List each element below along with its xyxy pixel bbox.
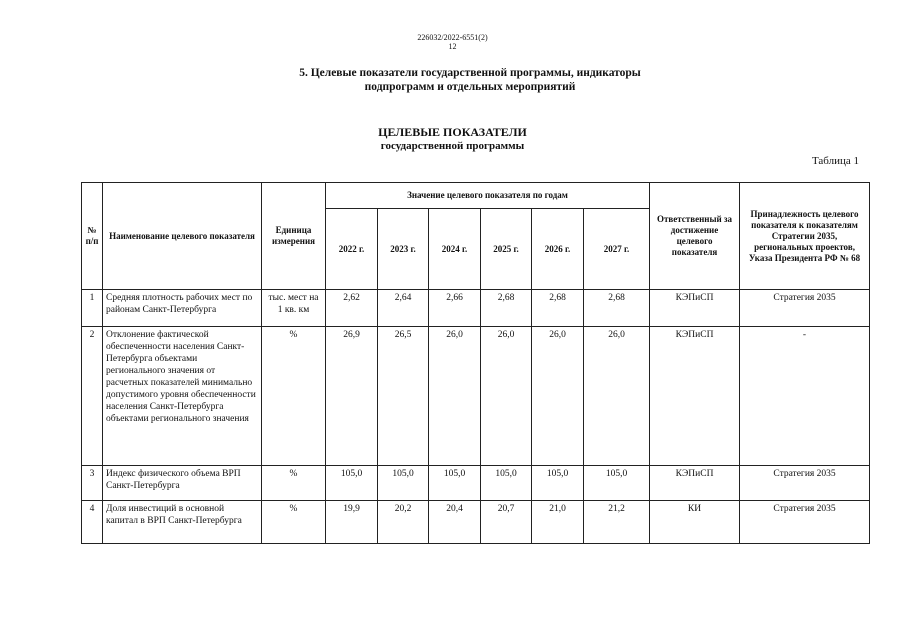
table-row xyxy=(82,327,870,466)
cell-value: 26,0 xyxy=(532,327,584,466)
cell-unit: % xyxy=(262,327,326,466)
cell-value: 20,2 xyxy=(378,501,429,544)
cell-belonging: - xyxy=(740,327,870,466)
cell-value: 2,64 xyxy=(378,290,429,327)
cell-value: 26,0 xyxy=(584,327,650,466)
header-year: 2025 г. xyxy=(481,209,532,290)
cell-value: 2,68 xyxy=(532,290,584,327)
cell-unit: тыс. мест на 1 кв. км xyxy=(262,290,326,327)
cell-name: Индекс физического объема ВРП Санкт-Петербурга xyxy=(103,466,262,501)
header-no: № п/п xyxy=(82,183,103,290)
table-row xyxy=(82,466,870,501)
cell-value: 105,0 xyxy=(429,466,481,501)
cell-value: 2,66 xyxy=(429,290,481,327)
header-responsible: Ответственный за достижение целевого показателя xyxy=(650,183,740,290)
cell-responsible: КЭПиСП xyxy=(650,466,740,501)
header-year: 2022 г. xyxy=(326,209,378,290)
cell-value: 105,0 xyxy=(584,466,650,501)
indicators-table xyxy=(81,182,870,544)
cell-value: 2,62 xyxy=(326,290,378,327)
cell-belonging: Стратегия 2035 xyxy=(740,290,870,327)
cell-value: 105,0 xyxy=(481,466,532,501)
header-year: 2024 г. xyxy=(429,209,481,290)
cell-value: 20,4 xyxy=(429,501,481,544)
cell-value: 26,0 xyxy=(481,327,532,466)
cell-name: Доля инвестиций в основной капитал в ВРП Санкт-Петербурга xyxy=(103,501,262,544)
cell-no: 4 xyxy=(82,501,103,544)
header-values-group: Значение целевого показателя по годам xyxy=(326,183,650,209)
cell-responsible: КЭПиСП xyxy=(650,290,740,327)
document-number: 226032/2022-6551(2) xyxy=(417,33,488,42)
cell-value: 21,0 xyxy=(532,501,584,544)
cell-value: 2,68 xyxy=(584,290,650,327)
table-header-row xyxy=(82,183,870,209)
header-year: 2027 г. xyxy=(584,209,650,290)
cell-name: Отклонение фактической обеспеченности населения Санкт-Петербурга объектами регионального значения от расчетных показателей минимально допустимого уровня обеспеченности населения Санкт-Петербурга объектами регионального значения xyxy=(103,327,262,466)
cell-no: 3 xyxy=(82,466,103,501)
table-row xyxy=(82,290,870,327)
cell-value: 26,0 xyxy=(429,327,481,466)
cell-no: 1 xyxy=(82,290,103,327)
cell-value: 21,2 xyxy=(584,501,650,544)
cell-value: 26,9 xyxy=(326,327,378,466)
cell-value: 19,9 xyxy=(326,501,378,544)
header-belonging: Принадлежность целевого показателя к показателям Стратегии 2035, региональных проектов, Указа Президента РФ № 68 xyxy=(740,183,870,290)
cell-belonging: Стратегия 2035 xyxy=(740,466,870,501)
table-label: Таблица 1 xyxy=(811,155,859,167)
cell-value: 2,68 xyxy=(481,290,532,327)
cell-belonging: Стратегия 2035 xyxy=(740,501,870,544)
cell-value: 105,0 xyxy=(326,466,378,501)
cell-name: Средняя плотность рабочих мест по районам Санкт-Петербурга xyxy=(103,290,262,327)
cell-value: 105,0 xyxy=(378,466,429,501)
cell-unit: % xyxy=(262,501,326,544)
cell-value: 105,0 xyxy=(532,466,584,501)
cell-responsible: КЭПиСП xyxy=(650,327,740,466)
table-subheading: государственной программы xyxy=(380,140,525,152)
cell-unit: % xyxy=(262,466,326,501)
cell-responsible: КИ xyxy=(650,501,740,544)
header-year: 2026 г. xyxy=(532,209,584,290)
table-row xyxy=(82,501,870,544)
section-title xyxy=(150,66,790,94)
cell-value: 20,7 xyxy=(481,501,532,544)
section-title-line-1: 5. Целевые показатели государственной программы, индикаторы xyxy=(299,67,641,79)
header-unit: Единица измерения xyxy=(262,183,326,290)
header-name: Наименование целевого показателя xyxy=(103,183,262,290)
header-year: 2023 г. xyxy=(378,209,429,290)
table-heading: ЦЕЛЕВЫЕ ПОКАЗАТЕЛИ xyxy=(378,125,527,139)
cell-value: 26,5 xyxy=(378,327,429,466)
page-number: 12 xyxy=(448,42,457,51)
cell-no: 2 xyxy=(82,327,103,466)
section-title-line-2: подпрограмм и отдельных мероприятий xyxy=(364,81,576,93)
